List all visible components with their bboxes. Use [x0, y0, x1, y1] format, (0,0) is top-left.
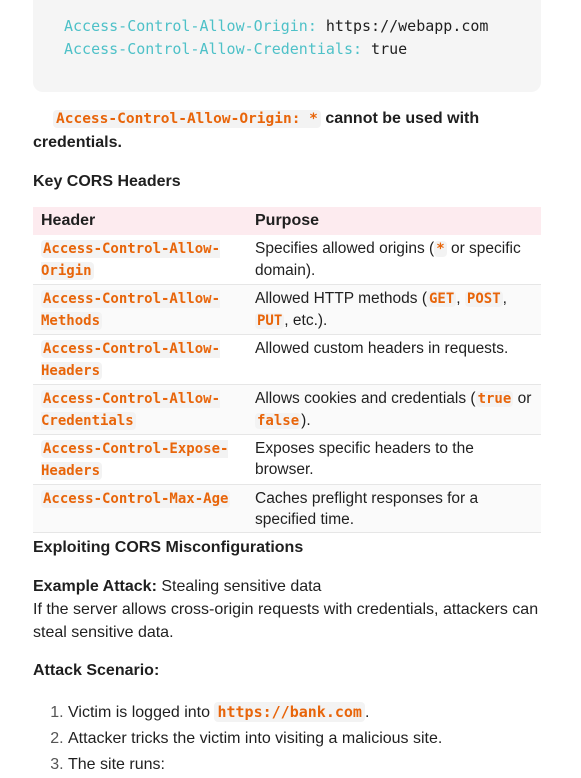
- inline-code: Access-Control-Expose-Headers: [41, 441, 229, 479]
- header-cell: [33, 485, 247, 533]
- inline-code: POST: [466, 291, 501, 307]
- table-row: [33, 285, 541, 335]
- header-cell: [33, 435, 247, 485]
- code-line-allow-origin: Access-Control-Allow-Origin: https://webapp.com: [64, 17, 489, 35]
- inline-code: Access-Control-Allow-Methods: [41, 291, 221, 329]
- header-cell: [33, 335, 247, 385]
- inline-code: https://bank.com: [214, 702, 365, 722]
- list-item: 3. The site runs:: [68, 752, 442, 778]
- cors-headers-table: [33, 207, 541, 533]
- purpose-cell: Allowed HTTP methods ( GET , POST , PUT , etc.).: [247, 285, 541, 335]
- example-attack: Example Attack: Stealing sensitive data If the server allows cross-origin requests with credentials, attackers can steal sensitive data.: [33, 578, 539, 641]
- column-header: Header: [33, 207, 247, 235]
- attack-scenario-heading: Attack Scenario:: [33, 662, 160, 679]
- code-line-allow-credentials: Access-Control-Allow-Credentials: true: [64, 40, 408, 58]
- table-header-row: [33, 207, 541, 235]
- inline-code: Access-Control-Allow-Origin: [41, 241, 221, 279]
- list-item: 2. Attacker tricks the victim into visiting a malicious site.: [68, 726, 442, 752]
- purpose-cell: Allows cookies and credentials ( true or false ).: [247, 385, 541, 435]
- warning-code: Access-Control-Allow-Origin: *: [53, 110, 321, 128]
- table-row: [33, 435, 541, 485]
- header-cell: [33, 385, 247, 435]
- column-header: Purpose: [247, 207, 541, 235]
- credentials-warning: Access-Control-Allow-Origin: * cannot be used with credentials.: [33, 110, 480, 151]
- inline-code: Access-Control-Allow-Credentials: [41, 391, 221, 429]
- inline-code: *: [436, 241, 445, 257]
- header-cell: [33, 235, 247, 285]
- table-row: [33, 335, 541, 385]
- inline-code: GET: [429, 291, 455, 307]
- header-cell: [33, 285, 247, 335]
- list-item: 1. Victim is logged into https://bank.com .: [68, 699, 442, 726]
- table-row: [33, 235, 541, 285]
- inline-code: Access-Control-Max-Age: [43, 491, 229, 507]
- inline-code: false: [257, 413, 300, 429]
- purpose-cell: Caches preflight responses for a specified time.: [247, 485, 541, 533]
- inline-code: PUT: [257, 313, 283, 329]
- purpose-cell: Exposes specific headers to the browser.: [247, 435, 541, 485]
- inline-code: Access-Control-Allow-Headers: [41, 341, 221, 379]
- inline-code: true: [477, 391, 512, 407]
- table-row: [33, 485, 541, 533]
- purpose-cell: Allowed custom headers in requests.: [247, 335, 541, 385]
- exploit-heading: Exploiting CORS Misconfigurations: [33, 539, 304, 556]
- attack-steps-list: [33, 699, 442, 778]
- table-row: [33, 385, 541, 435]
- purpose-cell: Specifies allowed origins ( * or specific domain).: [247, 235, 541, 285]
- key-headers-heading: Key CORS Headers: [33, 173, 181, 190]
